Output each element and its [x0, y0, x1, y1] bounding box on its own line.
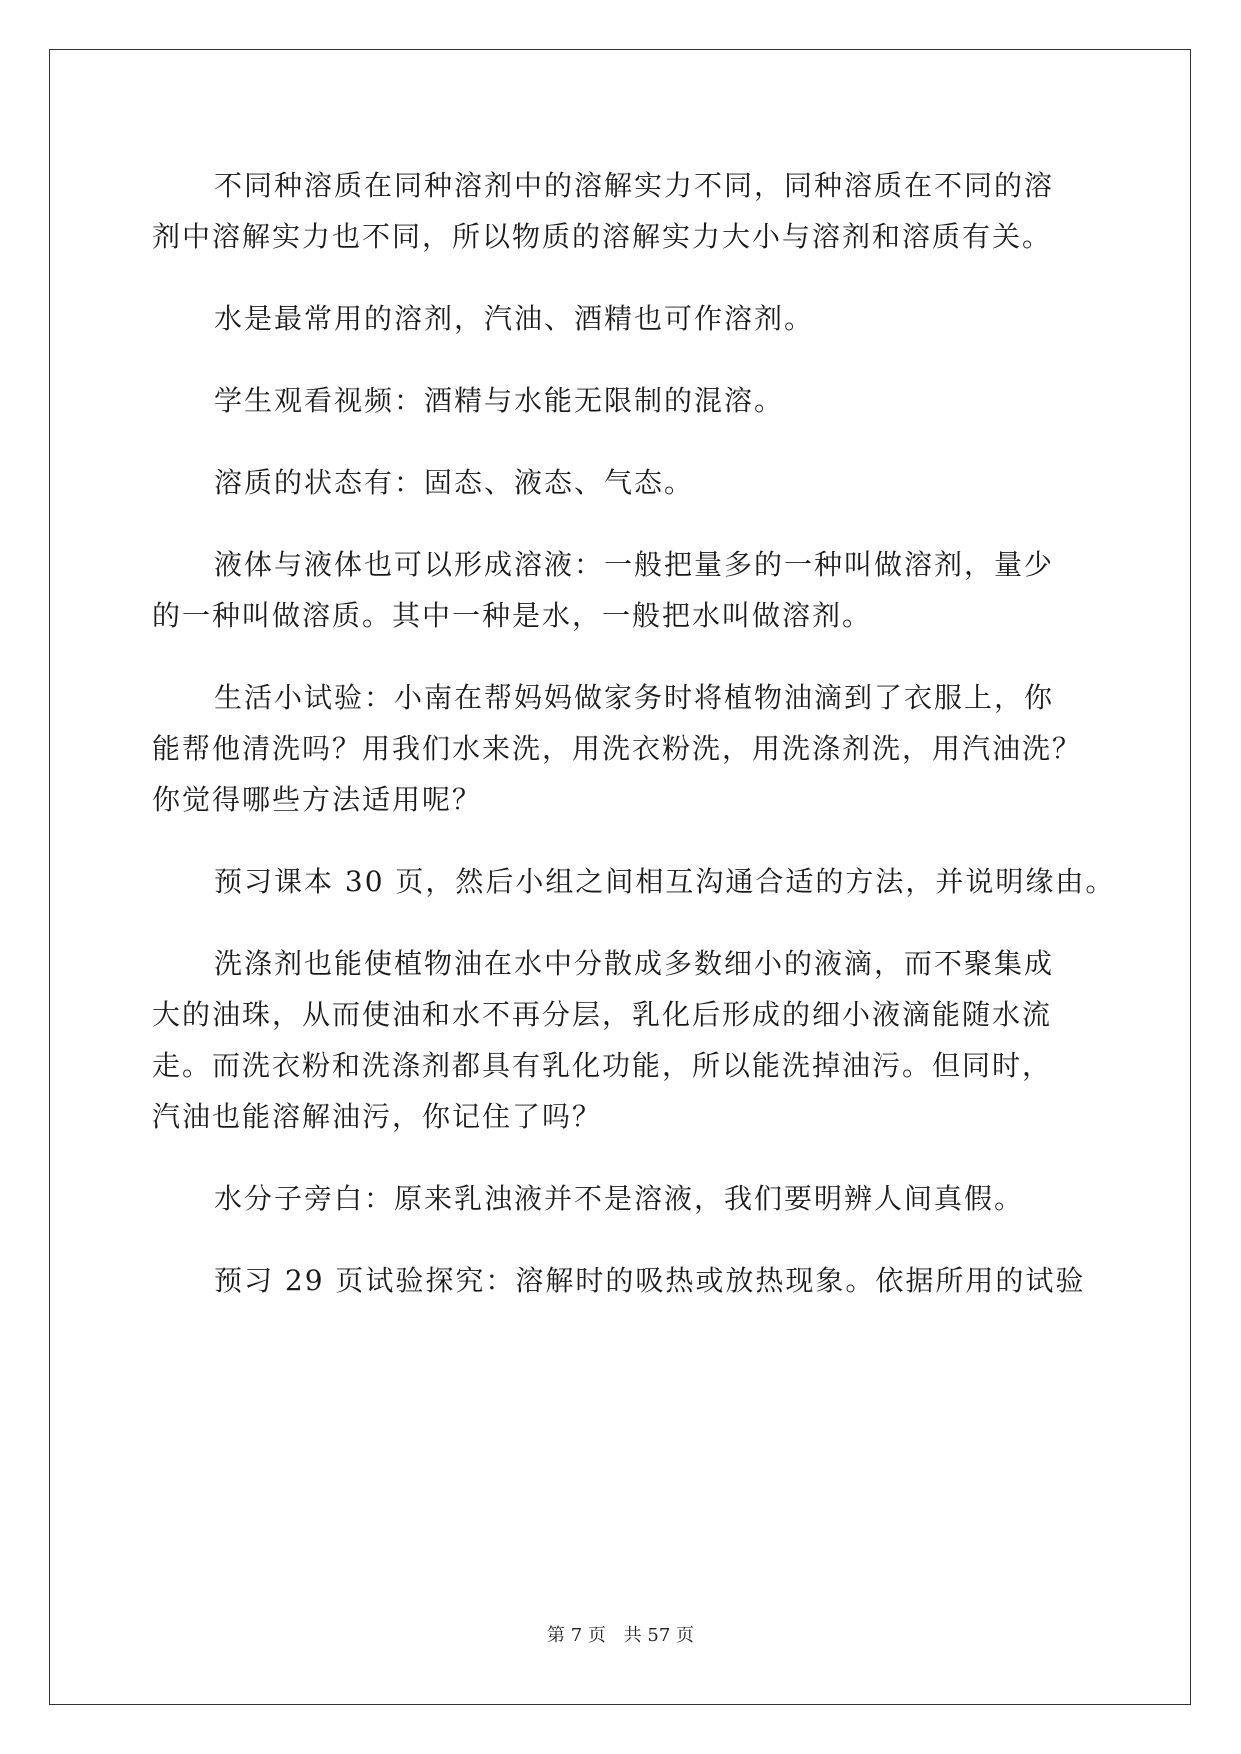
paragraph-10: [152, 1255, 1092, 1306]
text-line: 走。而洗衣粉和洗涤剂都具有乳化功能，所以能洗掉油污。但同时，: [152, 1049, 1053, 1082]
document-body: [152, 160, 1116, 1337]
text-line: 洗涤剂也能使植物油在水中分散成多数细小的液滴，而不聚集成: [214, 947, 1055, 980]
text-line: 剂中溶解实力也不同，所以物质的溶解实力大小与溶剂和溶质有关。: [152, 220, 1053, 253]
paragraph-8: [152, 938, 1092, 1142]
text-line: 液体与液体也可以形成溶液：一般把量多的一种叫做溶剂，量少: [214, 548, 1055, 581]
text-line: 水是最常用的溶剂，汽油、酒精也可作溶剂。: [214, 302, 815, 335]
text-line: 学生观看视频：酒精与水能无限制的混溶。: [214, 384, 785, 417]
text-line: 预习 29 页试验探究：溶解时的吸热或放热现象。依据所用的试验: [214, 1264, 1086, 1297]
page-footer: [0, 1621, 1241, 1647]
text-line: 能帮他清洗吗？用我们水来洗，用洗衣粉洗，用洗涤剂洗，用汽油洗？: [152, 732, 1083, 765]
text-line: 的一种叫做溶质。其中一种是水，一般把水叫做溶剂。: [152, 599, 873, 632]
paragraph-7: [152, 856, 1116, 907]
paragraph-9: [152, 1173, 1092, 1224]
text-line: 汽油也能溶解油污，你记住了吗？: [152, 1100, 603, 1133]
paragraph-2: [152, 293, 1092, 344]
text-line: 预习课本 30 页，然后小组之间相互沟通合适的方法，并说明缘由。: [214, 865, 1116, 898]
text-line: 溶质的状态有：固态、液态、气态。: [214, 466, 695, 499]
text-line: 你觉得哪些方法适用呢？: [152, 783, 483, 816]
paragraph-3: [152, 375, 1092, 426]
page-number: 第 7 页: [547, 1625, 606, 1646]
paragraph-1: [152, 160, 1092, 262]
text-line: 不同种溶质在同种溶剂中的溶解实力不同，同种溶质在不同的溶: [214, 169, 1055, 202]
total-pages: 共 57 页: [623, 1625, 694, 1646]
paragraph-4: [152, 457, 1092, 508]
text-line: 水分子旁白：原来乳浊液并不是溶液，我们要明辨人间真假。: [214, 1182, 1025, 1215]
text-line: 生活小试验：小南在帮妈妈做家务时将植物油滴到了衣服上，你: [214, 681, 1055, 714]
paragraph-6: [152, 672, 1092, 825]
paragraph-5: [152, 539, 1092, 641]
text-line: 大的油珠，从而使油和水不再分层，乳化后形成的细小液滴能随水流: [152, 998, 1053, 1031]
